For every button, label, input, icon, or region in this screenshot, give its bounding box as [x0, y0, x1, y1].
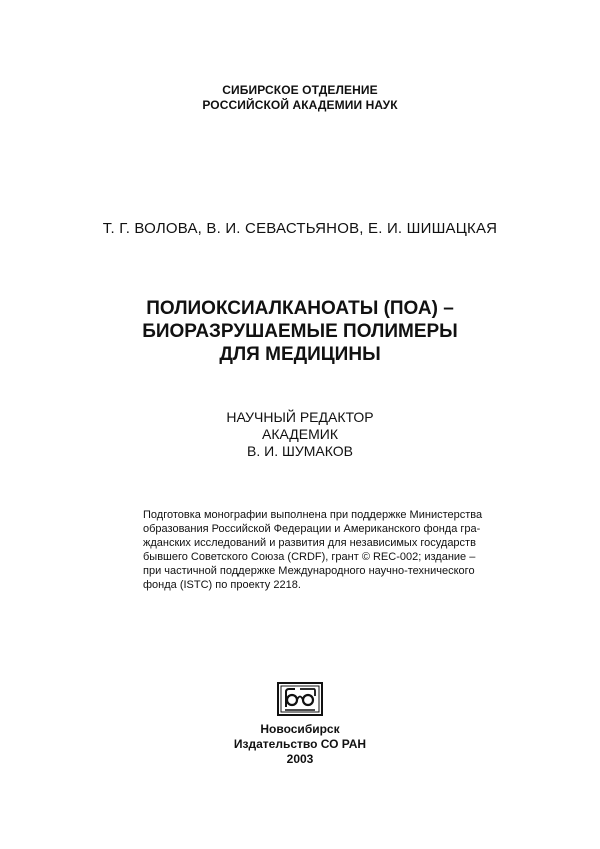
editor-line-3: В. И. ШУМАКОВ: [247, 443, 353, 459]
funding-note-line: бывшего Советского Союза (CRDF), грант © REC-002; издание –: [143, 551, 476, 563]
publisher-name: Издательство СО РАН: [233, 737, 367, 751]
publisher-imprint: [0, 722, 600, 767]
funding-note: [143, 508, 483, 592]
editor-line-2: АКАДЕМИК: [262, 426, 338, 442]
funding-note-line: при частичной поддержке Международного научно-технического: [143, 565, 475, 577]
funding-note-line: фонда (ISTC) по проекту 2218.: [143, 579, 301, 591]
funding-note-line: образования Российской Федерации и Американского фонда гра-: [143, 523, 481, 535]
funding-note-line: жданских исследований и развития для независимых государств: [143, 537, 476, 549]
funding-note-line: Подготовка монографии выполнена при поддержке Министерства: [143, 509, 483, 521]
publisher-city: Новосибирск: [260, 722, 340, 736]
scientific-editor: [0, 409, 600, 460]
book-title: [0, 297, 600, 366]
authors: Т. Г. ВОЛОВА, В. И. СЕВАСТЬЯНОВ, Е. И. ШИШАЦКАЯ: [102, 220, 498, 237]
publisher-logo-icon: [277, 682, 323, 716]
book-title-line-3: ДЛЯ МЕДИЦИНЫ: [219, 344, 381, 365]
organization-heading: [0, 83, 600, 113]
publication-year: 2003: [286, 752, 314, 766]
book-title-line-2: БИОРАЗРУШАЕМЫЕ ПОЛИМЕРЫ: [142, 321, 458, 342]
book-title-line-1: ПОЛИОКСИАЛКАНОАТЫ (ПОА) –: [146, 298, 454, 319]
organization-line-2: РОССИЙСКОЙ АКАДЕМИИ НАУК: [202, 98, 398, 112]
organization-line-1: СИБИРСКОЕ ОТДЕЛЕНИЕ: [222, 83, 378, 97]
editor-line-1: НАУЧНЫЙ РЕДАКТОР: [226, 409, 374, 425]
